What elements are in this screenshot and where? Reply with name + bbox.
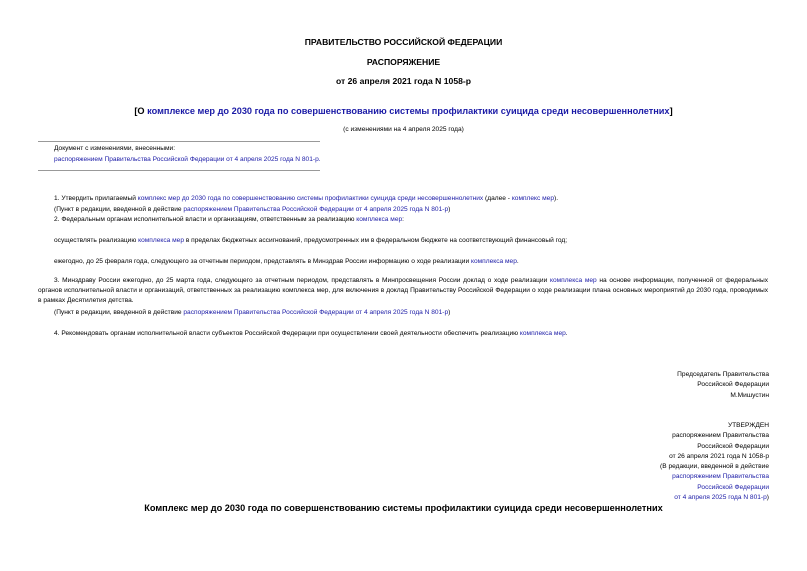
item-2-link[interactable]: комплекса мер bbox=[356, 216, 403, 223]
complex-title: Комплекс мер до 2030 года по совершенствованию системы профилактики суицида среди несовершеннолетних bbox=[144, 503, 663, 513]
item-2a-text: осуществлять реализацию bbox=[54, 237, 139, 244]
changes-bottom-divider bbox=[38, 170, 320, 171]
item-4-suffix: . bbox=[565, 330, 568, 337]
document-title bbox=[0, 106, 807, 116]
edit-note-suffix: ) bbox=[448, 309, 451, 316]
item-3-link[interactable]: комплекса мер bbox=[549, 277, 597, 284]
item-2-suffix: : bbox=[402, 216, 405, 223]
approved-line: распоряжением Правительства bbox=[672, 432, 769, 440]
signature-position: Председатель Правительства bbox=[677, 371, 769, 378]
complex-link[interactable]: комплекс мер до 2030 года по совершенствованию системы профилактики суицида среди несовершеннолетних bbox=[137, 195, 484, 202]
approved-edit-link[interactable]: от 4 апреля 2025 года N 801-р bbox=[674, 494, 767, 502]
edit-note-suffix: ) bbox=[448, 206, 451, 213]
item-2b-suffix: . bbox=[516, 258, 519, 265]
item-1-suffix: ). bbox=[554, 195, 559, 202]
item-1 bbox=[54, 195, 558, 202]
changes-label: Документ с изменениями, внесенными: bbox=[54, 145, 176, 152]
doc-type-heading: РАСПОРЯЖЕНИЕ bbox=[366, 57, 441, 67]
edit-note-link[interactable]: распоряжением Правительства Российской Федерации от 4 апреля 2025 года N 801-р bbox=[183, 206, 449, 213]
edit-note-text: (Пункт в редакции, введенной в действие bbox=[54, 206, 184, 213]
doc-date-number: от 26 апреля 2021 года N 1058-р bbox=[336, 76, 471, 86]
title-close-bracket: ] bbox=[669, 106, 673, 116]
item-2a bbox=[54, 237, 567, 244]
edit-note-text: (Пункт в редакции, введенной в действие bbox=[54, 309, 184, 316]
item-4-link[interactable]: комплекса мер bbox=[519, 330, 566, 337]
complex-short-link[interactable]: комплекс мер bbox=[511, 195, 555, 202]
approved-edit-link[interactable]: распоряжением Правительства bbox=[672, 473, 769, 481]
signature-block bbox=[677, 370, 769, 401]
approved-edit-note: (В редакции, введенной в действие bbox=[660, 463, 769, 471]
item-4-text: 4. Рекомендовать органам исполнительной власти субъектов Российской Федерации при осуществлении своей деятельности обеспечить реализацию bbox=[54, 330, 520, 337]
approved-line: Российской Федерации bbox=[697, 442, 769, 450]
item-2b-link[interactable]: комплекса мер bbox=[471, 258, 517, 265]
item-2 bbox=[54, 216, 404, 223]
item-3-suffix: на основе информации, полученной от федеральных органов исполнительной власти и организаций, ответственных за реализацию комплекса мер, для включения в доклад Правительству Российской Федерации о ходе реализации плана основных мероприятий до 2030 года, проводимых в рамках Десятилетия детства. bbox=[38, 277, 768, 305]
item-3-edit-note bbox=[54, 309, 450, 316]
approved-close: ) bbox=[766, 494, 769, 502]
item-2b-text: ежегодно, до 25 февраля года, следующего за отчетным периодом, представлять в Минздрав России информацию о ходе реализации bbox=[54, 258, 471, 265]
changes-top-divider bbox=[38, 141, 320, 142]
item-2a-suffix: в пределах бюджетных ассигнований, предусмотренных им в федеральном бюджете на соответствующий финансовый год; bbox=[184, 237, 568, 244]
item-2-text: 2. Федеральным органам исполнительной власти и организациям, ответственным за реализацию bbox=[54, 216, 357, 223]
changes-link[interactable]: распоряжением Правительства Российской Федерации от 4 апреля 2025 года N 801-р. bbox=[54, 156, 321, 163]
item-4 bbox=[54, 330, 568, 337]
approved-heading: УТВЕРЖДЕН bbox=[727, 422, 769, 429]
item-1-text: 1. Утвердить прилагаемый bbox=[54, 195, 138, 202]
item-1-mid: (далее - bbox=[483, 195, 512, 202]
item-2b bbox=[54, 258, 519, 265]
title-open-bracket: [О bbox=[134, 106, 148, 116]
amendment-note: (с изменениями на 4 апреля 2025 года) bbox=[343, 126, 464, 133]
approved-date: от 26 апреля 2021 года N 1058-р bbox=[669, 452, 769, 460]
item-3 bbox=[38, 276, 768, 307]
government-heading: ПРАВИТЕЛЬСТВО РОССИЙСКОЙ ФЕДЕРАЦИИ bbox=[304, 37, 503, 47]
edit-note-link[interactable]: распоряжением Правительства Российской Федерации от 4 апреля 2025 года N 801-р bbox=[183, 309, 449, 316]
signature-name: М.Мишустин bbox=[730, 391, 769, 399]
signature-country: Российской Федерации bbox=[697, 381, 769, 389]
approval-block bbox=[629, 421, 769, 503]
item-3-text: 3. Минздраву России ежегодно, до 25 марта года, следующего за отчетным периодом, представлять в Минпросвещения России доклад о ходе реализации bbox=[54, 277, 550, 284]
approved-edit-link[interactable]: Российской Федерации bbox=[697, 483, 769, 491]
item-1-edit-note bbox=[54, 206, 450, 213]
item-2a-link[interactable]: комплекса мер bbox=[138, 237, 184, 244]
title-link[interactable]: комплексе мер до 2030 года по совершенствованию системы профилактики суицида среди несовершеннолетних bbox=[147, 106, 670, 116]
